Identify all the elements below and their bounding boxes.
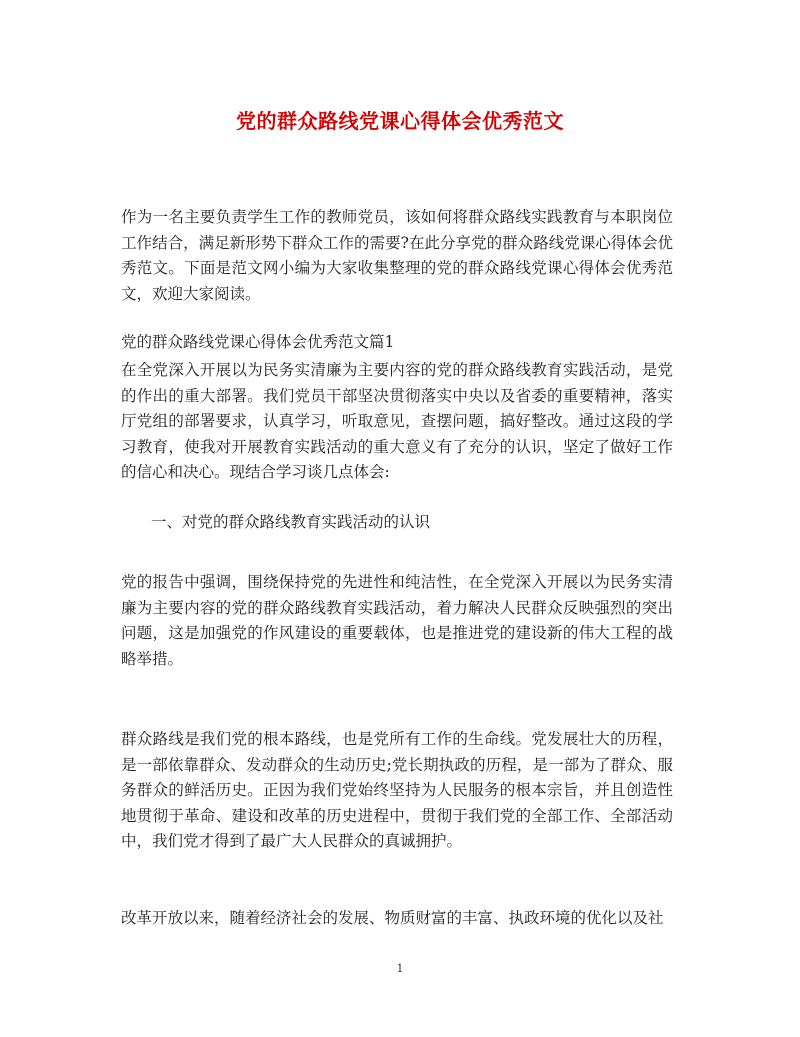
paragraph-2-text: 党的报告中强调，围绕保持党的先进性和纯洁性，在全党深入开展以为民务实清廉为主要内容的党的群众路线教育实践活动，着力解决人民群众反映强烈的突出问题，这是加强党的作风建设的重要载体，也是推进党的建设新的伟大工程的战略举措。 [121, 573, 673, 668]
intro-text: 作为一名主要负责学生工作的教师党员，该如何将群众路线实践教育与本职岗位工作结合，满足新形势下群众工作的需要?在此分享党的群众路线党课心得体会优秀范文。下面是范文网小编为大家收集整理的党的群众路线党课心得体会优秀范文，欢迎大家阅读。 [121, 208, 673, 303]
paragraph-4 [121, 906, 673, 932]
paragraph-2 [121, 570, 673, 672]
document-title: 党的群众路线党课心得体会优秀范文 [236, 109, 564, 133]
page-number: 1 [396, 962, 404, 975]
section-heading-1-text: 一、对党的群众路线教育实践活动的认识 [151, 513, 431, 531]
intro-paragraph [121, 205, 673, 307]
paragraph-4-text: 改革开放以来，随着经济社会的发展、物质财富的丰富、执政环境的优化以及社 [121, 909, 664, 927]
paragraph-1-text: 在全党深入开展以为民务实清廉为主要内容的党的群众路线教育实践活动，是党的作出的重大部署。我们党员干部坚决贯彻落实中央以及省委的重要精神，落实厅党组的部署要求，认真学习，听取意见，查摆问题，搞好整改。通过这段的学习教育，使我对开展教育实践活动的重大意义有了充分的认识，坚定了做好工作的信心和决心。现结合学习谈几点体会: [121, 361, 673, 481]
paragraph-1 [121, 358, 673, 486]
paragraph-3-text: 群众路线是我们党的根本路线，也是党所有工作的生命线。党发展壮大的历程，是一部依靠群众、发动群众的生动历史;党长期执政的历程，是一部为了群众、服务群众的鲜活历史。正因为我们党始终坚持为人民服务的根本宗旨，并且创造性地贯彻于革命、建设和改革的历史进程中，贯彻于我们党的全部工作、全部活动中，我们党才得到了最广大人民群众的真诚拥护。 [121, 730, 673, 850]
article-heading-text: 党的群众路线党课心得体会优秀范文篇1 [121, 333, 395, 351]
paragraph-3 [121, 727, 673, 855]
section-heading-1 [121, 510, 673, 536]
article-heading [121, 330, 673, 356]
